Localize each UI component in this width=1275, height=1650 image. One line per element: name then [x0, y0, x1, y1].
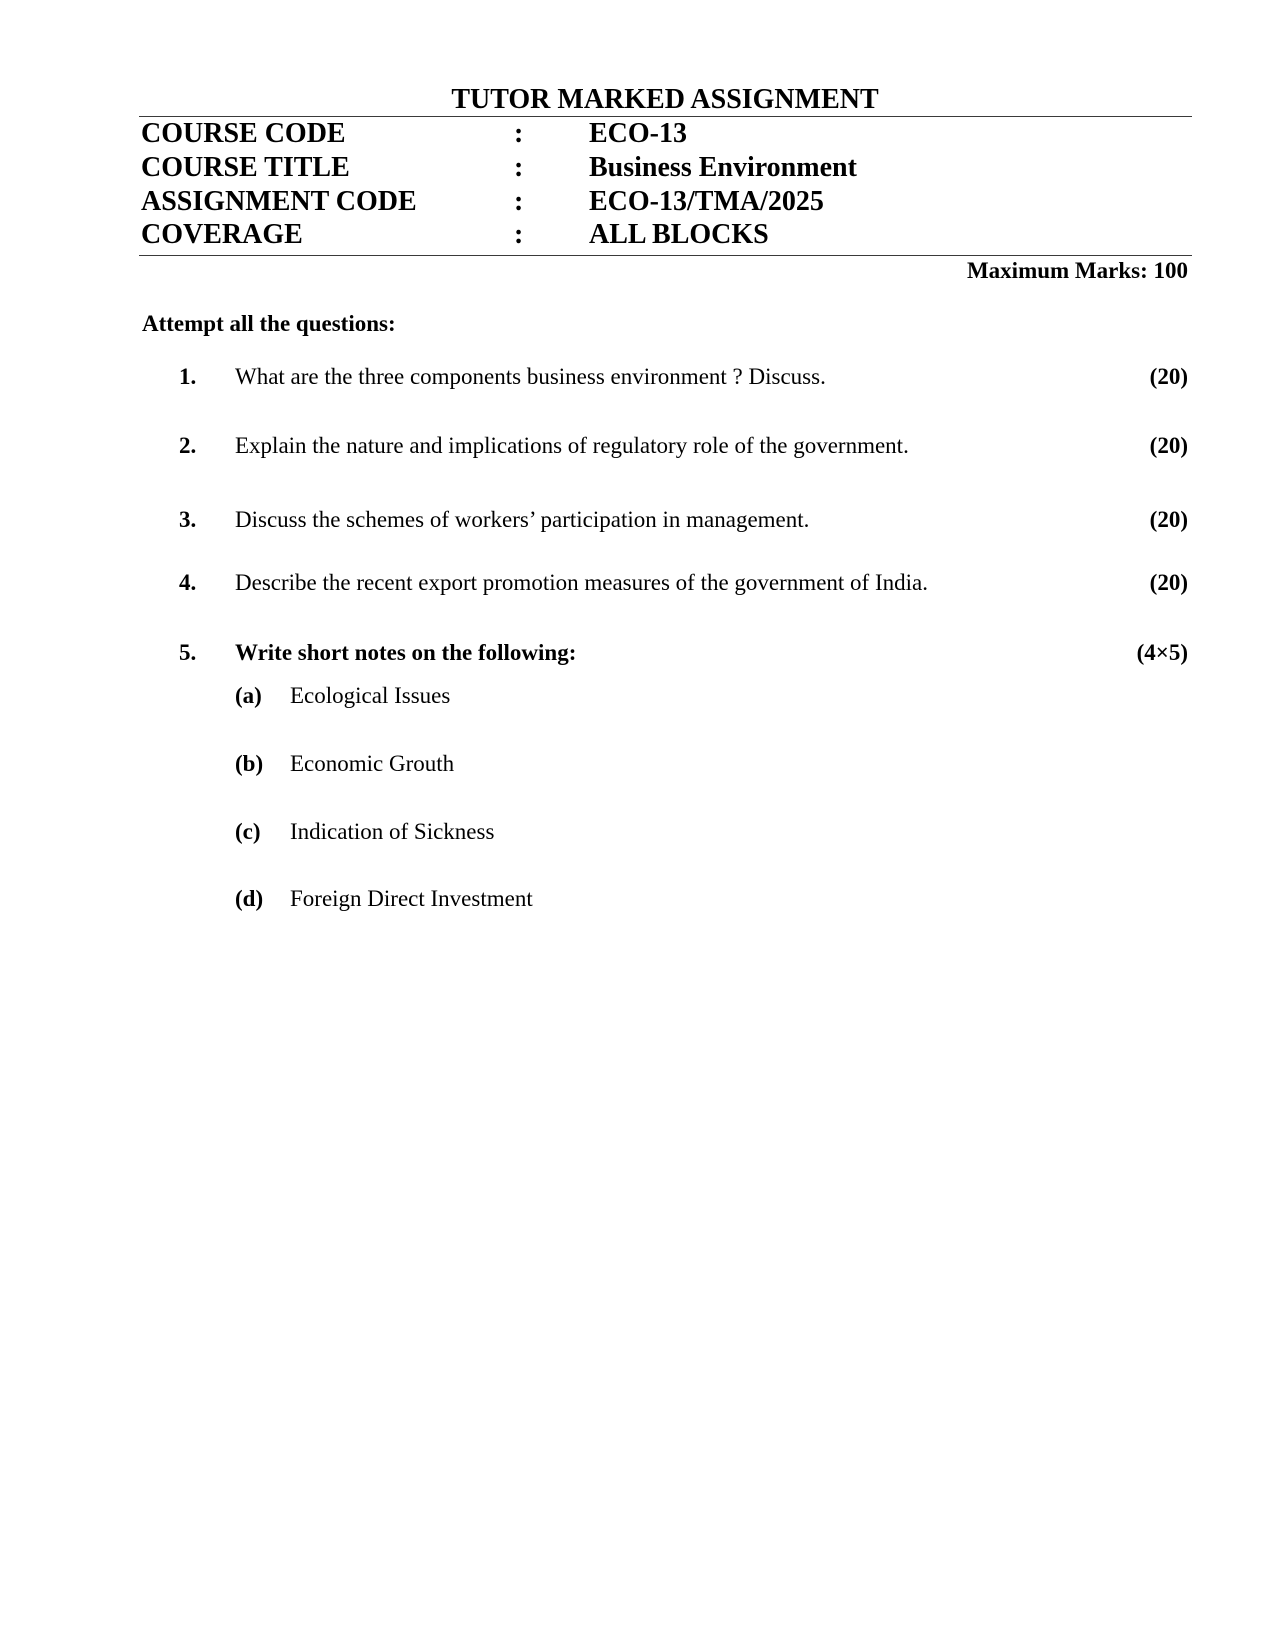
field-value: ECO-13/TMA/2025	[589, 186, 824, 217]
question-number: 2.	[179, 433, 197, 458]
question-number: 3.	[179, 507, 197, 532]
question-marks: (20)	[1149, 433, 1188, 458]
sub-item-text: Economic Grouth	[290, 751, 455, 776]
question-marks: (4×5)	[1136, 640, 1188, 665]
sub-item-label: (b)	[235, 751, 264, 776]
sub-item-label: (a)	[235, 683, 262, 708]
field-label: COURSE CODE	[141, 118, 346, 149]
field-separator: :	[514, 118, 524, 149]
sub-item-label: (c)	[235, 819, 261, 844]
field-separator: :	[514, 219, 524, 250]
header-top-rule	[139, 116, 1192, 117]
question-text: Explain the nature and implications of regulatory role of the government.	[235, 433, 909, 458]
question-text: Write short notes on the following:	[235, 640, 577, 665]
sub-item-text: Indication of Sickness	[290, 819, 495, 844]
field-value: ECO-13	[589, 118, 687, 149]
maximum-marks: Maximum Marks: 100	[966, 258, 1188, 283]
question-marks: (20)	[1149, 570, 1188, 595]
question-marks: (20)	[1149, 364, 1188, 389]
field-value: ALL BLOCKS	[589, 219, 769, 250]
field-value: Business Environment	[589, 152, 857, 183]
field-separator: :	[514, 186, 524, 217]
field-label: COURSE TITLE	[141, 152, 350, 183]
question-number: 1.	[179, 364, 197, 389]
field-label: COVERAGE	[141, 219, 303, 250]
question-text: What are the three components business environment ? Discuss.	[235, 364, 826, 389]
field-separator: :	[514, 152, 524, 183]
field-label: ASSIGNMENT CODE	[141, 186, 417, 217]
header-bottom-rule	[139, 255, 1192, 256]
question-number: 5.	[179, 640, 197, 665]
question-text: Discuss the schemes of workers’ participation in management.	[235, 507, 810, 532]
instruction: Attempt all the questions:	[142, 311, 396, 336]
document-title: TUTOR MARKED ASSIGNMENT	[451, 84, 879, 115]
question-text: Describe the recent export promotion measures of the government of India.	[235, 570, 928, 595]
sub-item-text: Ecological Issues	[290, 683, 451, 708]
sub-item-label: (d)	[235, 886, 264, 911]
question-number: 4.	[179, 570, 197, 595]
sub-item-text: Foreign Direct Investment	[290, 886, 533, 911]
question-marks: (20)	[1149, 507, 1188, 532]
